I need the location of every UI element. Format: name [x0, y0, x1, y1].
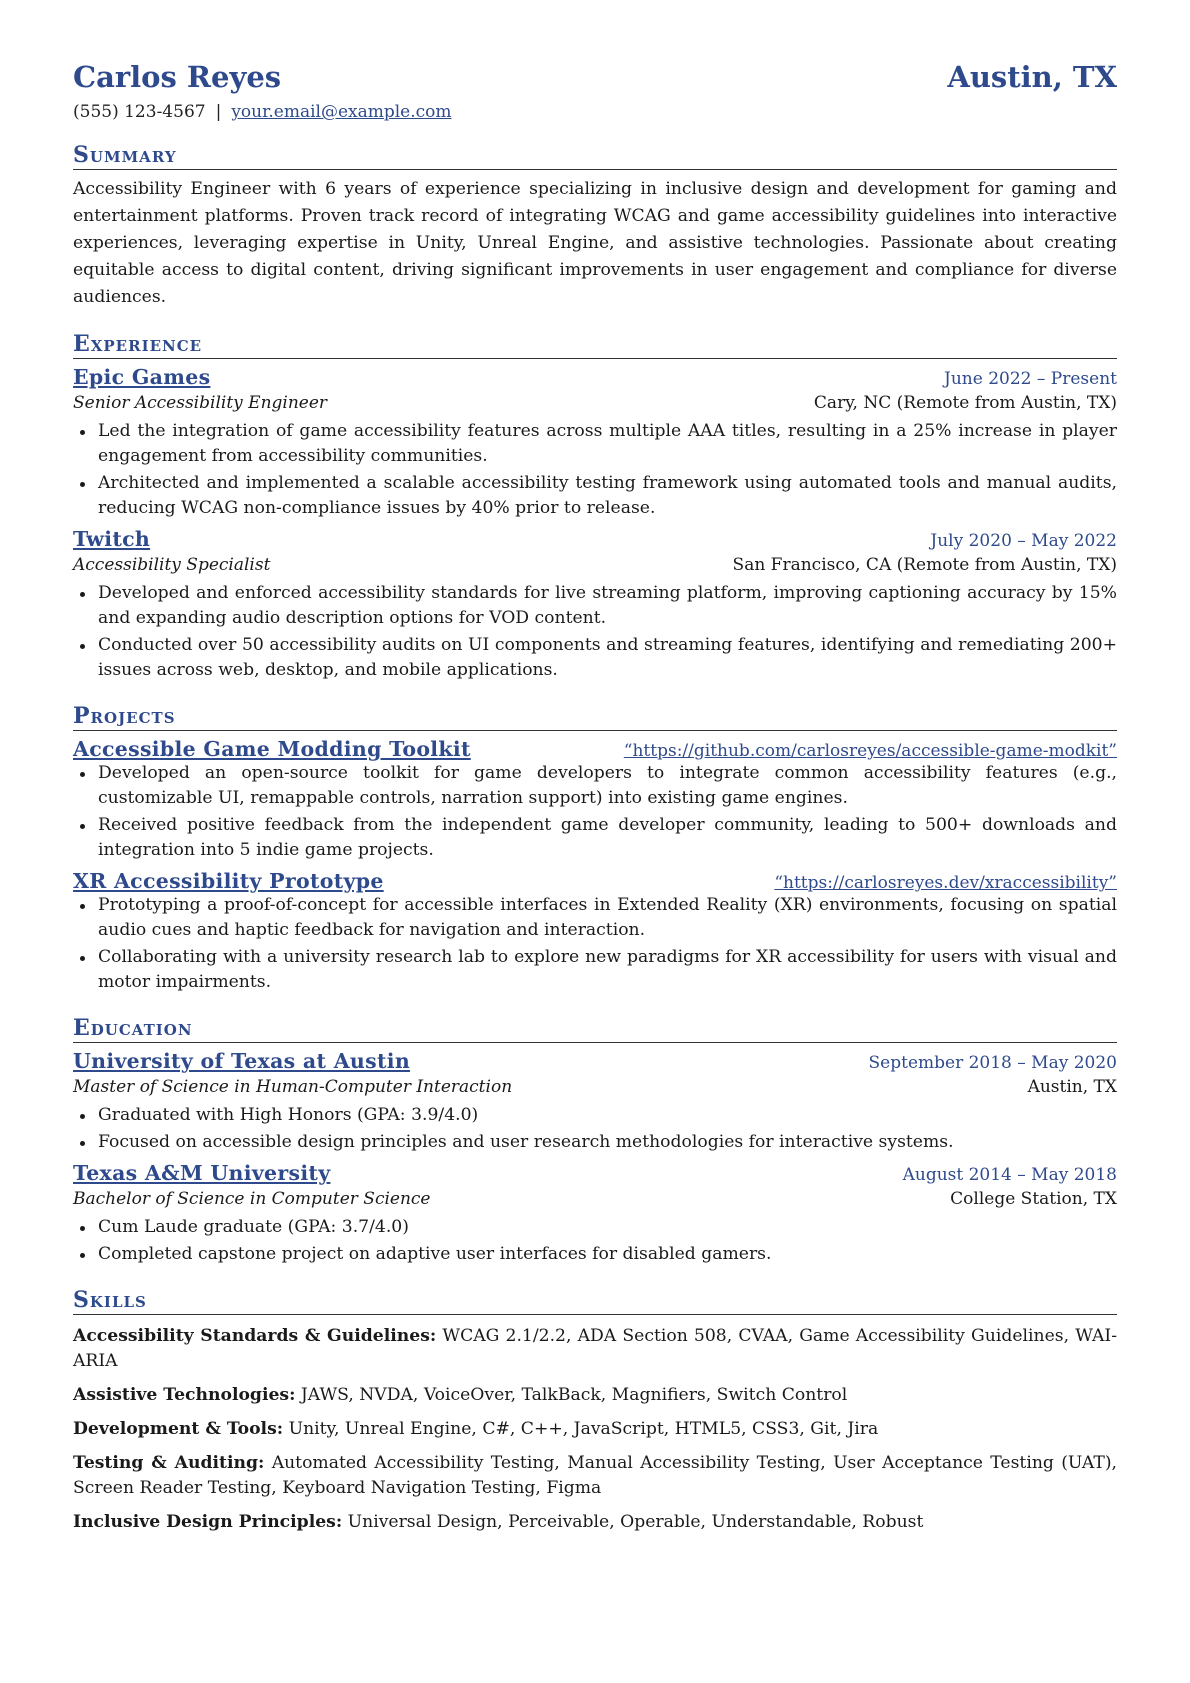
skill-row: [73, 1510, 1117, 1535]
degree-title: Bachelor of Science in Computer Science: [73, 1189, 431, 1209]
bullet-item: Developed an open-source toolkit for game developers to integrate common accessibility features (e.g., customizable UI, remappable controls, narration support) into existing game engines.: [73, 761, 1117, 811]
entry-dates: September 2018 – May 2020: [868, 1053, 1117, 1073]
entry-header: [73, 1161, 1117, 1185]
skill-value: Universal Design, Perceivable, Operable, Understandable, Robust: [347, 1512, 924, 1532]
email-link[interactable]: your.email@example.com: [231, 102, 452, 122]
bullet-list: [73, 1215, 1117, 1267]
entry-subheader: [73, 1189, 1117, 1209]
job-location: San Francisco, CA (Remote from Austin, TX): [732, 555, 1117, 575]
project-entry: [73, 737, 1117, 863]
project-name-link[interactable]: Accessible Game Modding Toolkit: [73, 737, 471, 761]
resume-header: [73, 60, 1117, 94]
bullet-list: [73, 1103, 1117, 1155]
skill-value: JAWS, NVDA, VoiceOver, TalkBack, Magnifiers, Switch Control: [300, 1385, 848, 1405]
job-location: Cary, NC (Remote from Austin, TX): [813, 393, 1117, 413]
skill-label: Inclusive Design Principles:: [73, 1512, 343, 1532]
entry-subheader: [73, 555, 1117, 575]
project-url-link[interactable]: “https://github.com/carlosreyes/accessible-game-modkit”: [623, 741, 1117, 761]
school-link[interactable]: University of Texas at Austin: [73, 1049, 411, 1073]
skill-row: [73, 1417, 1117, 1442]
resume-content: [73, 60, 1117, 1535]
phone-number: (555) 123-4567: [73, 102, 206, 122]
experience-entry: [73, 527, 1117, 683]
school-link[interactable]: Texas A&M University: [73, 1161, 331, 1185]
section-title-summary: Summary: [73, 142, 1117, 170]
school-location: Austin, TX: [1027, 1077, 1117, 1097]
school-location: College Station, TX: [950, 1189, 1117, 1209]
bullet-item: Prototyping a proof-of-concept for accessible interfaces in Extended Reality (XR) environments, focusing on spatial audio cues and haptic feedback for navigation and interaction.: [73, 893, 1117, 943]
bullet-item: Conducted over 50 accessibility audits on UI components and streaming features, identifying and remediating 200+ issues across web, desktop, and mobile applications.: [73, 633, 1117, 683]
skill-row: [73, 1383, 1117, 1408]
skill-label: Development & Tools:: [73, 1419, 284, 1439]
section-title-skills: Skills: [73, 1287, 1117, 1315]
skill-value: WCAG 2.1/2.2, ADA Section 508, CVAA, Game Accessibility Guidelines, WAI-ARIA: [73, 1326, 1118, 1371]
bullet-list: [73, 581, 1117, 683]
skill-value: Automated Accessibility Testing, Manual Accessibility Testing, User Acceptance Testing (UAT), Screen Reader Testing, Keyboard Navigation Testing, Figma: [73, 1453, 1117, 1498]
entry-header: [73, 527, 1117, 551]
project-url-link[interactable]: “https://carlosreyes.dev/xraccessibility”: [774, 873, 1117, 893]
job-title: Senior Accessibility Engineer: [73, 393, 328, 413]
section-title-education: Education: [73, 1015, 1117, 1043]
bullet-item: Received positive feedback from the independent game developer community, leading to 500+ downloads and integration into 5 indie game projects.: [73, 813, 1117, 863]
skill-label: Testing & Auditing:: [73, 1453, 265, 1473]
bullet-item: Developed and enforced accessibility standards for live streaming platform, improving captioning accuracy by 15% and expanding audio description options for VOD content.: [73, 581, 1117, 631]
bullet-list: [73, 419, 1117, 521]
company-link[interactable]: Epic Games: [73, 365, 211, 389]
bullet-item: Led the integration of game accessibility features across multiple AAA titles, resulting in a 25% increase in player engagement from accessibility communities.: [73, 419, 1117, 469]
entry-header: [73, 1049, 1117, 1073]
company-link[interactable]: Twitch: [73, 527, 151, 551]
entry-header: [73, 737, 1117, 761]
entry-header: [73, 869, 1117, 893]
contact-separator: |: [215, 102, 222, 122]
section-title-experience: Experience: [73, 331, 1117, 359]
bullet-item: Cum Laude graduate (GPA: 3.7/4.0): [73, 1215, 1117, 1240]
bullet-item: Collaborating with a university research lab to explore new paradigms for XR accessibility for users with visual and motor impairments.: [73, 945, 1117, 995]
bullet-list: [73, 893, 1117, 995]
entry-dates: June 2022 – Present: [944, 369, 1117, 389]
contact-line: [73, 102, 1117, 122]
bullet-item: Graduated with High Honors (GPA: 3.9/4.0): [73, 1103, 1117, 1128]
bullet-list: [73, 761, 1117, 863]
bullet-item: Completed capstone project on adaptive user interfaces for disabled gamers.: [73, 1242, 1117, 1267]
degree-title: Master of Science in Human-Computer Interaction: [73, 1077, 513, 1097]
bullet-item: Architected and implemented a scalable accessibility testing framework using automated tools and manual audits, reducing WCAG non-compliance issues by 40% prior to release.: [73, 471, 1117, 521]
project-name-link[interactable]: XR Accessibility Prototype: [73, 869, 384, 893]
project-entry: [73, 869, 1117, 995]
candidate-name: Carlos Reyes: [73, 60, 282, 94]
bullet-item: Focused on accessible design principles and user research methodologies for interactive systems.: [73, 1130, 1117, 1155]
skill-value: Unity, Unreal Engine, C#, C++, JavaScript, HTML5, CSS3, Git, Jira: [288, 1419, 879, 1439]
entry-dates: July 2020 – May 2022: [930, 531, 1117, 551]
skill-label: Assistive Technologies:: [73, 1385, 296, 1405]
experience-entry: [73, 365, 1117, 521]
entry-dates: August 2014 – May 2018: [902, 1165, 1117, 1185]
candidate-location: Austin, TX: [947, 60, 1117, 94]
skill-row: [73, 1324, 1117, 1374]
summary-text: Accessibility Engineer with 6 years of experience specializing in inclusive design and development for gaming and entertainment platforms. Proven track record of integrating WCAG and game accessibility guidelines into interactive experiences, leveraging expertise in Unity, Unreal Engine, and assistive technologies. Passionate about creating equitable access to digital content, driving significant improvements in user engagement and compliance for diverse audiences.: [73, 179, 1117, 307]
entry-header: [73, 365, 1117, 389]
job-title: Accessibility Specialist: [73, 555, 271, 575]
skill-label: Accessibility Standards & Guidelines:: [73, 1326, 437, 1346]
section-title-projects: Projects: [73, 703, 1117, 731]
education-entry: [73, 1161, 1117, 1267]
entry-subheader: [73, 1077, 1117, 1097]
education-entry: [73, 1049, 1117, 1155]
skill-row: [73, 1451, 1117, 1501]
entry-subheader: [73, 393, 1117, 413]
